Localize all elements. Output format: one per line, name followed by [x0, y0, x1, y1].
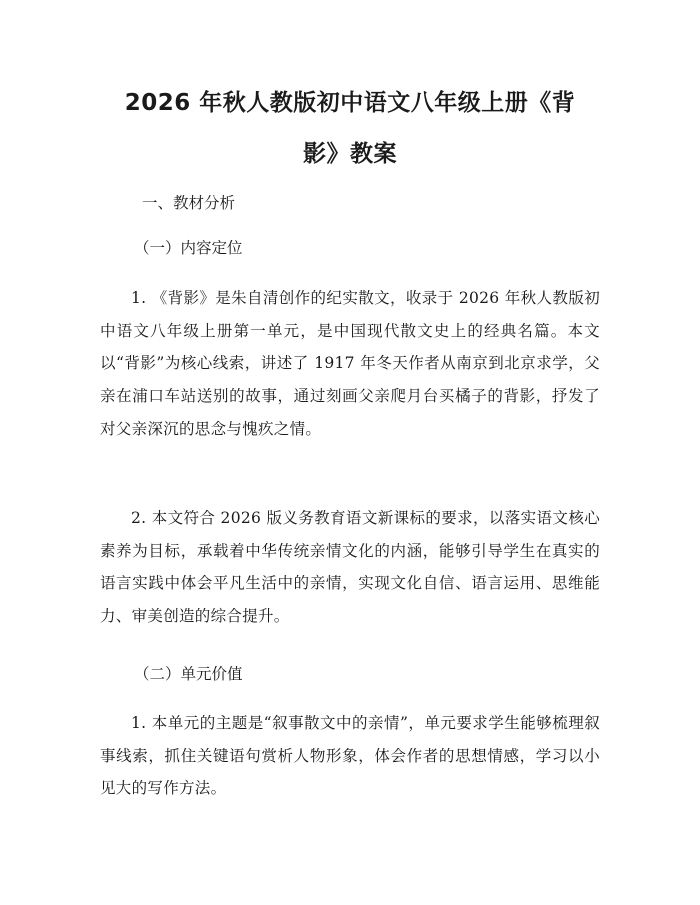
- subsection-heading-unit-value: （二）单元价值: [134, 665, 243, 683]
- paragraph-content-positioning-1: 1. 《背影》是朱自清创作的纪实散文，收录于 2026 年秋人教版初中语文八年级上册第一单元，是中国现代散文史上的经典名篇。本文以“背影”为核心线索，讲述了 1917 年冬天作者从南京到北京求学，父亲在浦口车站送别的故事，通过刻画父亲爬月台买橘子的背影，抒发了对父亲深沉的思念与愧疚之情。: [100, 289, 600, 438]
- paragraph-unit-value-1: 1. 本单元的主题是“叙事散文中的亲情”，单元要求学生能够梳理叙事线索，抓住关键语句赏析人物形象，体会作者的思想情感，学习以小见大的写作方法。: [100, 714, 600, 798]
- document-title: [100, 78, 600, 180]
- paragraph-content-positioning-2: 2. 本文符合 2026 版义务教育语文新课标的要求，以落实语文核心素养为目标，承载着中华传统亲情文化的内涵，能够引导学生在真实的语言实践中体会平凡生活中的亲情，实现文化自信、语言运用、思维能力、审美创造的综合提升。: [100, 509, 600, 626]
- title-line-2: 影》教案: [303, 141, 397, 167]
- title-line-1: 2026 年秋人教版初中语文八年级上册《背: [124, 90, 576, 116]
- section-heading-teaching-material-analysis: 一、教材分析: [142, 194, 236, 212]
- subsection-heading-content-positioning: （一）内容定位: [134, 239, 243, 257]
